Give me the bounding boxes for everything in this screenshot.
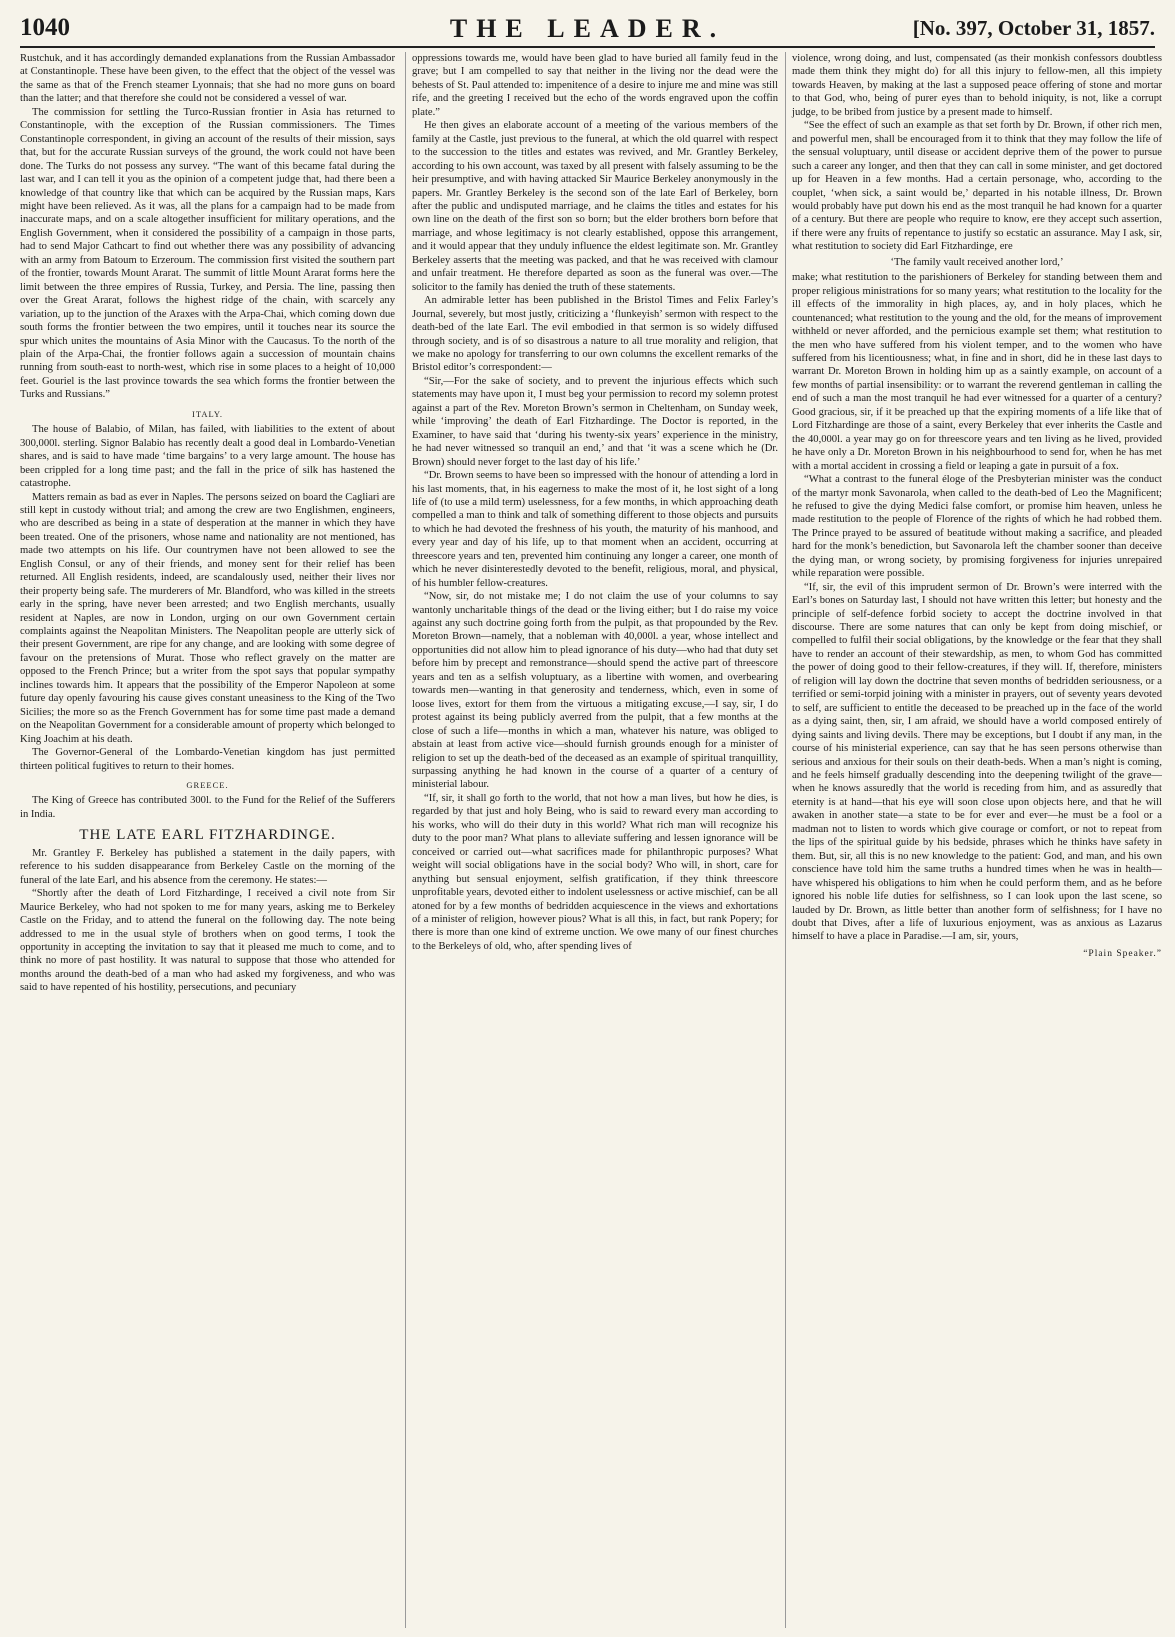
paragraph: Mr. Grantley F. Berkeley has published a statement in the daily papers, with reference to his sudden disappearance from Berkeley Castle on the morning of the funeral of the late Earl, and his absence from the ceremony. He states:— [20, 847, 395, 886]
page-number: 1040 [20, 14, 70, 41]
paragraph: “What a contrast to the funeral éloge of the Presbyterian minister was the conduct of the martyr monk Savonarola, when called to the death-bed of Leo the Magnificent; he refused to give the dying Medici false comfort, or promise him heaven, unless he made restitution to the people of Florence of the rights of which he had robbed them. The Prince prayed to be assured of beatitude without making a sacrifice, and pleaded hard for the monk’s benediction, but Savonarola left the chamber sooner than deceive the dying man, or wrong society, by promising forgiveness for injuries unrepaired while reparation were possible. [792, 474, 1162, 580]
paragraph: The house of Balabio, of Milan, has failed, with liabilities to the extent of about 300,000l. sterling. Signor Balabio has recently dealt a good deal in Lombardo-Venetian shares, and is said to have made ‘time bargains’ to a very large amount. The house has been crippled for a long time past; and the fall in the price of silk has hastened the catastrophe. [20, 424, 395, 490]
paragraph: “If, sir, it shall go forth to the world, that not how a man lives, but how he dies, is regarded by that just and holy Being, who is said to reward every man according to his works, who will do their duty in this world? What rich man will recognize his duty to the poor man? What plans to alleviate suffering and lessen ignorance will be conceived or carried out—what sacrifices made for philanthropic purposes? What weight will social obligations have in the social body? Who will, in short, care for anything but sensual enjoyment, selfish gratification, if they think threescore unprofitable years, devoted either to indolent uselessness or active mischief, can be all atoned for by a few months of bedridden acquiescence in the views and exhortations of a minister of religion, however pious? What is all this, in fact, but rank Popery; for there is more than one kind of extreme unction. We owe many of our finest churches to the Berkeleys of old, who, after spending lives of [412, 792, 778, 952]
paragraph: make; what restitution to the parishioners of Berkeley for standing between them and proper religious ministrations for so many years; what restitution to the locality for the ill effects of the immorality in high places, ay, and in holy places, which he countenanced; what restitution to the young and the old, for the means of improvement withheld or never afforded, and the pernicious example set them; what restitution to the men who have suffered from his violent temper, and to the women who have suffered from his licentiousness; what, in fine and in short, did he in these last days to warrant Dr. Moreton Brown in holding him up as a saintly example, on account of a few months of partial insensibility: or to warrant the reverend gentleman in calling the end of such a man the most tranquil he had ever witnessed for a quarter of a century? Good gracious, sir, if it be preached up that the expiring moments of a life like that of Lord Fitzhardinge are those of a saint, every Berkeley that ever inherits the Castle and the 40,000l. a year may go on for threescore years and ten living as he lived, provided he have only a Dr. Moreton Brown in his neighbourhood to send for, when he has met with a mortal accident in crossing a field or leaping a gate in pursuit of a fox. [792, 272, 1162, 472]
paragraph: An admirable letter has been published in the Bristol Times and Felix Farley’s Journal, severely, but most justly, criticizing a ‘flunkeyish’ sermon with respect to the death-bed of the late Earl. The evil embodied in that sermon is so widely diffused through society, and is of so disastrous a nature to all true morality and religion, that we make no apology for transferring to our own columns the excellent remarks of the Bristol editor’s correspondent:— [412, 295, 778, 374]
paragraph: “Dr. Brown seems to have been so impressed with the honour of attending a lord in his last moments, that, in his eagerness to make the most of it, he lost sight of a long life of (to use a mild term) uselessness, for a few months, in which approaching death compelled a man to think and talk of something different to those objects and pursuits to which he had devoted the freshness of his youth, the maturity of his manhood, and every year and day of his life, up to that moment when an accident, occurring at threescore years and ten, prevented him continuing any longer a career, one month of which he never disinterestedly devoted to the benefit, religious, moral, and physical, of his humbler fellow-creatures. [412, 470, 778, 589]
paragraph: The Governor-General of the Lombardo-Venetian kingdom has just permitted thirteen political fugitives to return to their homes. [20, 747, 395, 772]
paragraph: “Sir,—For the sake of society, and to prevent the injurious effects which such statements may have upon it, I must beg your permission to record my solemn protest against a part of the Rev. Moreton Brown’s sermon in Cheltenham, on Sunday week, while ‘improving’ the death of Earl Fitzhardinge. The Doctor is reported, in the Examiner, to have said that ‘during his twenty-six years’ experience in the ministry, he had never witnessed so tranquil an end,’ and that ‘it was a scene which he (Dr. Brown) should never forget to the last day of his life.’ [412, 375, 778, 468]
issue-info: [No. 397, October 31, 1857. [912, 16, 1155, 40]
paragraph: Rustchuk, and it has accordingly demanded explanations from the Russian Ambassador at Constantinople. These have been given, to the effect that the object of the vessel was the same as that of the French steamer Lyonnais; that she had no more guns on board than the latter; and that therefore she could not be considered a vessel of war. [20, 53, 395, 105]
masthead-rule [20, 46, 1155, 48]
column-2 [405, 52, 778, 1628]
paragraph: “Now, sir, do not mistake me; I do not claim the use of your columns to say wantonly uncharitable things of the dead or the living either; but I do raise my voice against any such doctrine going forth from the pulpit, as that propounded by the Rev. Moreton Brown—namely, that a nobleman with 40,000l. a year, whose intellect and opportunities did not allow him to plead ignorance of his duty—who had that duty set before him by precept and remonstrance—should spend the active part of threescore years and ten as a selfish voluptuary, as a libertine with women, and overbearing towards men—wanting in that generosity and tenderness, which, even in some of loose lives, extort for them from the virtuous a mitigating excuse,—I say, sir, I do protest against its being publicly averred from the pulpit, that a few months at the close of such a life—months in which a man, whatever his nature, was obliged to abstain at least from active vice—should furnish grounds enough for a minister of religion to set up the death-bed of the deceased as an example of spiritual tranquillity, surpassing anything he had known in the course of a quarter of a century of ministerial labour. [412, 591, 778, 791]
paragraph: He then gives an elaborate account of a meeting of the various members of the family at the Castle, just previous to the funeral, at which the old quarrel with respect to the succession to the titles and estates was revived, and Mr. Grantley Berkeley, according to his own account, was taxed by all present with falsely assuming to be the heir presumptive, and with having attacked Sir Maurice Berkeley anonymously in the papers. Mr. Grantley Berkeley is the second son of the late Earl of Berkeley, born after the public and undisputed marriage, and he claims the titles and estates for his own line on the death of the first son so born; but the elder brothers born before that marriage, and whose legitimacy is not clearly established, oppose this arrangement, and it would appear that they unduly influence the eldest legitimate son. Mr. Grantley Berkeley asserts that the meeting was packed, and that he was received with clamour and unfair treatment. He therefore departed as soon as the funeral was over.—The solicitor to the family has denied the truth of these statements. [412, 120, 778, 293]
paragraph: “If, sir, the evil of this imprudent sermon of Dr. Brown’s were interred with the Earl’s bones on Saturday last, I should not have written this letter; but honesty and the principle of self-defence forbid society to accept the doctrine involved in that discourse. There are some natures that can only be kept from doing mischief, or compelled to fulfil their social obligations, by the knowledge or the fear that they shall have to render an account of their stewardship, as men, to whom God has committed the power of doing good to their fellow-creatures, if they will. If, therefore, ministers of religion will lay down the doctrine that seven months of bedridden seriousness, or a terrified or semi-torpid joining with a minister in prayers, out of seventy years devoted to self, are sufficient to entitle the deceased to be preached up in the face of the world as a dying saint, then, sir, I am afraid, we should have a world composed entirely of dying saints and living devils. There may be exceptions, but I doubt if any man, in the course of his ministerial experience, can say that he has seen persons otherwise than serious and anxious for their souls on their death-beds. When a man’s night is coming, and he feels himself gradually descending into the deepening twilight of the grave—when he knows assuredly that the world is receding from him, and as assuredly that eternity is at hand—that his eye will soon close upon objects here, and that he will awaken in another state—a state to be for ever and ever—he must be a fool or a madman not to listen to words which give courage or comfort, or not to repeat from the lips of the spiritual guide by his bedside, phrases which he thinks have safety in them. But, sir, all this is no new knowledge to the patient: God, and man, and his own conscience have told him the same truths a hundred times when he was in health—have whispered his obligations to him when he could perform them, and as he before ignored his noble life duties for selfishness, so I can look upon the last scene, so lauded by Dr. Brown, as little better than another form of selfishness; for I have no doubt that Dives, after a life of luxurious enjoyment, was as anxious as Lazarus himself to have a place in Paradise.—I am, sir, yours, [792, 581, 1162, 943]
quote-line: ‘The family vault received another lord,’ [890, 256, 1064, 268]
column-3 [785, 52, 1162, 1628]
paragraph: violence, wrong doing, and lust, compensated (as their monkish confessors doubtless made them think they might do) for all this injury to fellow-men, all this impiety towards Heaven, by making at the last a supposed peace offering of stone and mortar to that God, who, being of purer eyes than to behold iniquity, is not, like a corrupt judge, to be bribed from justice by a present made to himself. [792, 53, 1162, 118]
article-heading: THE LATE EARL FITZHARDINGE. [79, 827, 336, 844]
paragraph: oppressions towards me, would have been glad to have buried all family feud in the grave; but I am compelled to say that neither in the living nor the dead were the behests of St. Paul attended to: impenitence of a desire to injure me and mine was still rife, and the greeting I received but the echo of the words engraved upon the coffin plate.” [412, 53, 778, 118]
signature: “Plain Speaker.” [1083, 948, 1162, 959]
paragraph: “See the effect of such an example as that set forth by Dr. Brown, if other rich men, and powerful men, shall be encouraged from it to think that they may follow the life of the sensual voluptuary, until disease or accident deprive them of the power to pursue such a career any longer, and then that they can call in some minister, and get doctored up for Heaven in a few months. Had a certain personage, who, according to the couplet, ‘when sick, a saint would be,’ departed in his notable illness, Dr. Brown would probably have put down his end as the most tranquil he had known for a quarter of a century. But there are people who require to know, ere they accept such assertion, if there were any fruits of repentance to justify so ecstatic an assurance. May I ask, sir, what restitution to society did Earl Fitzhardinge, ere [792, 120, 1162, 253]
paragraph: “Shortly after the death of Lord Fitzhardinge, I received a civil note from Sir Maurice Berkeley, who had not spoken to me for many years, asking me to Berkeley Castle on the Friday, and to attend the funeral on the following day. The note being addressed to me in the usual style of brothers when on good terms, I took the opportunity in accepting the invitation to say that it pleased me much to come, and to think no more of past hostility. It was natural to suppose that those who attended for months around the death-bed of a man who had asked my forgiveness, and who was said to have repented of his hostility, persecutions, and pecuniary [20, 888, 395, 994]
masthead [20, 14, 1155, 44]
paragraph: The King of Greece has contributed 300l. to the Fund for the Relief of the Sufferers in India. [20, 795, 395, 820]
column-1 [20, 52, 395, 1628]
section-heading-greece: GREECE. [186, 780, 229, 791]
newspaper-title: THE LEADER. [449, 14, 726, 43]
paragraph: The commission for settling the Turco-Russian frontier in Asia has returned to Constantinople, with the exception of the Russian commissioners. The Times Constantinople correspondent, in giving an account of the results of their mission, says that, but for the accurate Russian surveys of the ground, the work could not have been done. The Turks do not possess any survey. “The want of this became fatal during the last war, and I can tell it you as the opinion of a competent judge that, had there been a knowledge of that country like that which can be acquired by the Russian maps, Kars might have been relieved. As it was, all the plans for a campaign had to be made from inaccurate maps, and on a scale altogether insufficient for military operations, and the English Government, when it considered the possibility of a campaign in those parts, had to send Major Cathcart to find out whether there was any possibility of advancing with an army from Batoum to Erzeroum. The commission first visited the southern part of the frontier, towards Mount Ararat. The summit of little Mount Ararat forms here the limit between the three empires of Russia, Turkey, and Persia. The line, passing then over the Great Ararat, follows the highest ridge of the chain, with scarcely any variation, up to the junction of the Araxes with the Arpa-Chai, which coming down due south forms the frontier between the two empires, until it touches near its source the spur which unites the mountains of Asia Minor with the Caucasus. To the north of the plain of the Arpa-Chai, the frontier follows again a succession of mountain chains running from south-east to north-west, which rise in some places to a height of 10,000 feet. Gouriel is the last province towards the sea which forms the frontier between the Turks and Russians.” [20, 106, 395, 401]
section-heading-italy: ITALY. [192, 408, 223, 419]
paragraph: Matters remain as bad as ever in Naples. The persons seized on board the Cagliari are still kept in custody without trial; and among the crew are two Englishmen, engineers, who are described as being in a state of desperation at the manner in which they have been treated. One of the prisoners, whose name and nationality are not mentioned, has made two attempts on his life. Our countrymen have not been allowed to see the English Consul, or any of their friends, and money sent for their relief has been returned. All English residents, indeed, are scandalously used, neither their lives nor their property being safe. The murderers of Mr. Blandford, who was killed in the streets early in the spring, have never been arrested; and two English merchants, usually resident at Naples, are now in London, urging on our own Government certain complaints against the Neapolitan Ministers. The Neapolitan people are utterly sick of their present Government, are ripe for any change, and are looking with some degree of favour on the pretensions of Murat. Those who reflect gravely on the matter are opposed to the French Prince; but a writer from the spot says that popular sympathy inclines towards him. It appears that the possibility of the Emperor Napoleon at some future day openly favouring his cause gives constant uneasiness to the King of the Two Sicilies; the more so as the French Government has for some time past made a demand on the Neapolitan Government for a considerable amount of property which belonged to King Joachim at his death. [20, 491, 395, 745]
